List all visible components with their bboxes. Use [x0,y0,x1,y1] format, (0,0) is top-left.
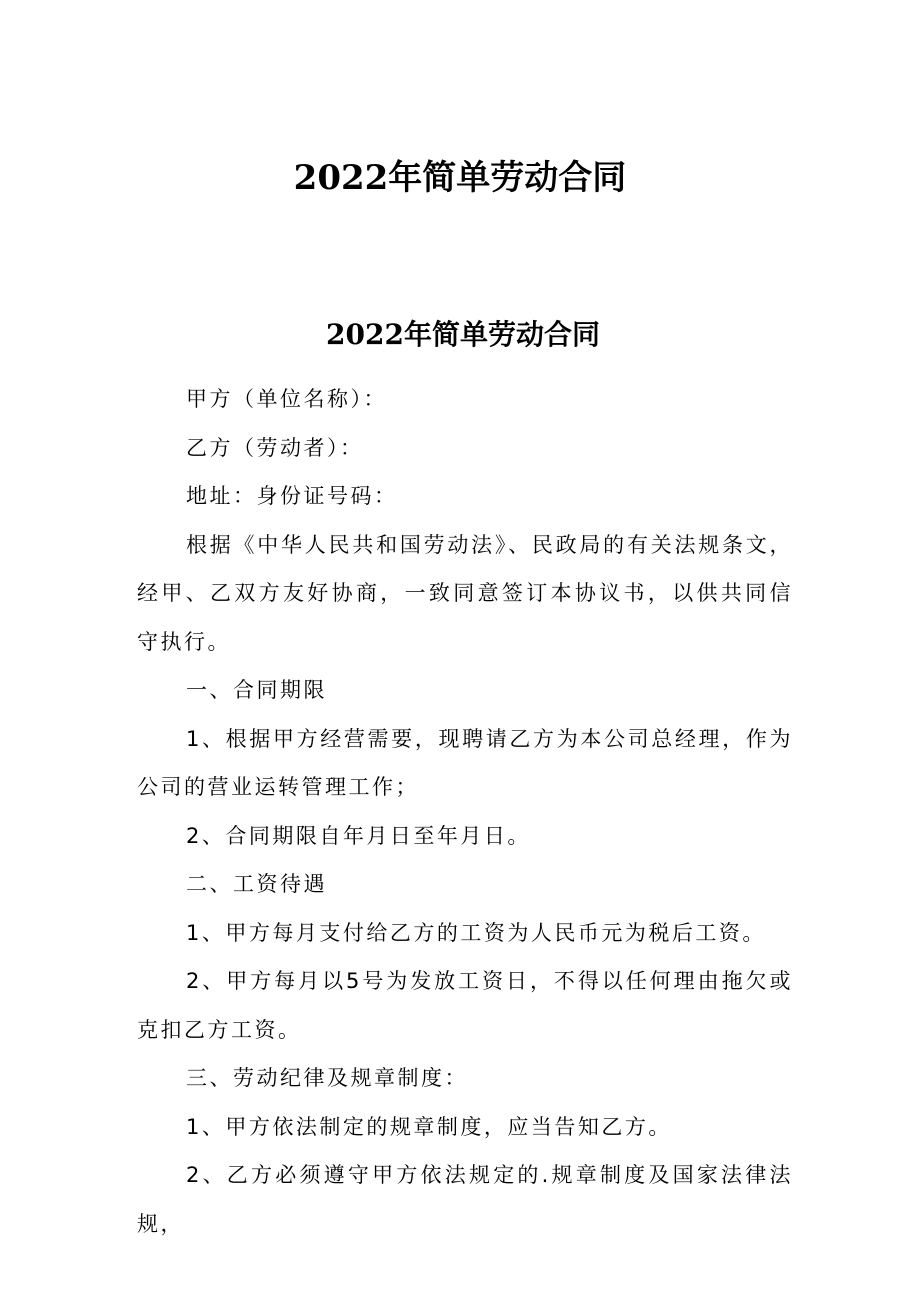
clause-paragraph: 1、根据甲方经营需要，现聘请乙方为本公司总经理，作为公司的营业运转管理工作； [137,726,793,799]
clause-paragraph: 2、合同期限自年月日至年月日。 [186,823,531,848]
party-a-line: 甲方（单位名称）： [186,387,387,411]
clause-paragraph: 1、甲方每月支付给乙方的工资为人民币元为税后工资。 [186,920,766,945]
clause-paragraph: 1、甲方依法制定的规章制度，应当告知乙方。 [186,1114,672,1139]
preamble-paragraph: 根据《中华人民共和国劳动法》、民政局的有关法规条文，经甲、乙双方友好协商，一致同意签订本协议书，以供共同信守执行。 [137,532,793,654]
section-heading-salary: 二、工资待遇 [186,872,327,896]
clause-paragraph: 2、乙方必须遵守甲方依法规定的.规章制度及国家法律法规， [137,1163,793,1236]
document-body [137,375,793,1248]
section-heading-discipline: 三、劳动纪律及规章制度： [186,1066,468,1090]
clause-paragraph: 2、甲方每月以5号为发放工资日，不得以任何理由拖欠或克扣乙方工资。 [137,969,793,1042]
party-b-line: 乙方（劳动者）： [186,435,364,460]
section-heading-term: 一、合同期限 [186,678,327,702]
address-id-line: 地址：身份证号码： [186,484,398,508]
document-subtitle: 2022年简单劳动合同 [326,318,600,351]
document-title: 2022年简单劳动合同 [293,158,627,198]
